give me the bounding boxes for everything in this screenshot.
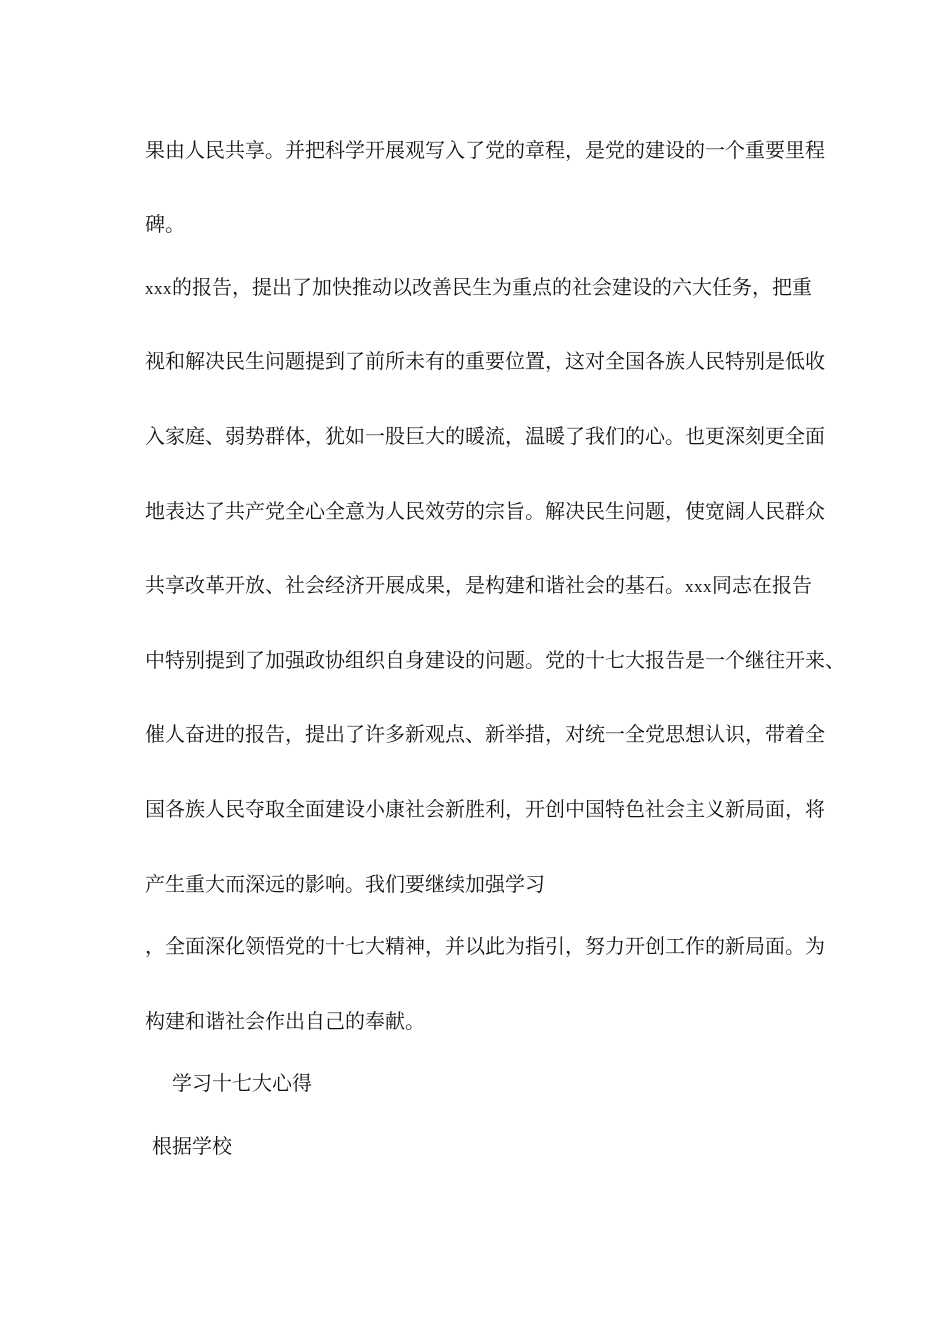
paragraph-line-text: 共享改革开放、社会经济开展成果，是构建和谐社会的基石。 bbox=[145, 573, 685, 597]
paragraph-line: 入家庭、弱势群体，犹如一股巨大的暖流，温暖了我们的心。也更深刻更全面 bbox=[145, 424, 825, 448]
paragraph-line: 国各族人民夺取全面建设小康社会新胜利，开创中国特色社会主义新局面，将 bbox=[145, 797, 825, 821]
name-placeholder: xxx bbox=[145, 279, 172, 298]
section-title: 学习十七大心得 bbox=[172, 1071, 312, 1095]
paragraph-line: 构建和谐社会作出自己的奉献。 bbox=[145, 1009, 425, 1033]
paragraph-line: 视和解决民生问题提到了前所未有的重要位置，这对全国各族人民特别是低收 bbox=[145, 349, 825, 373]
paragraph-line: 产生重大而深远的影响。我们要继续加强学习 bbox=[145, 872, 545, 896]
section-start-text: 根据学校 bbox=[152, 1134, 232, 1158]
paragraph-line bbox=[145, 571, 812, 601]
paragraph-line: ，全面深化领悟党的十七大精神，并以此为指引，努力开创工作的新局面。为 bbox=[145, 934, 825, 958]
paragraph-line: 中特别提到了加强政协组织自身建设的问题。党的十七大报告是一个继往开来、 bbox=[145, 648, 845, 672]
paragraph-line: 地表达了共产党全心全意为人民效劳的宗旨。解决民生问题，使宽阔人民群众 bbox=[145, 499, 825, 523]
paragraph-line bbox=[145, 273, 812, 303]
paragraph-line-text: 同志在报告 bbox=[712, 573, 812, 597]
name-placeholder: xxx bbox=[685, 577, 712, 596]
paragraph-line: 碑。 bbox=[145, 212, 185, 236]
paragraph-line: 果由人民共享。并把科学开展观写入了党的章程，是党的建设的一个重要里程 bbox=[145, 138, 825, 162]
paragraph-line: 催人奋进的报告，提出了许多新观点、新举措，对统一全党思想认识，带着全 bbox=[145, 722, 825, 746]
paragraph-line-text: 的报告，提出了加快推动以改善民生为重点的社会建设的六大任务，把重 bbox=[172, 275, 812, 299]
